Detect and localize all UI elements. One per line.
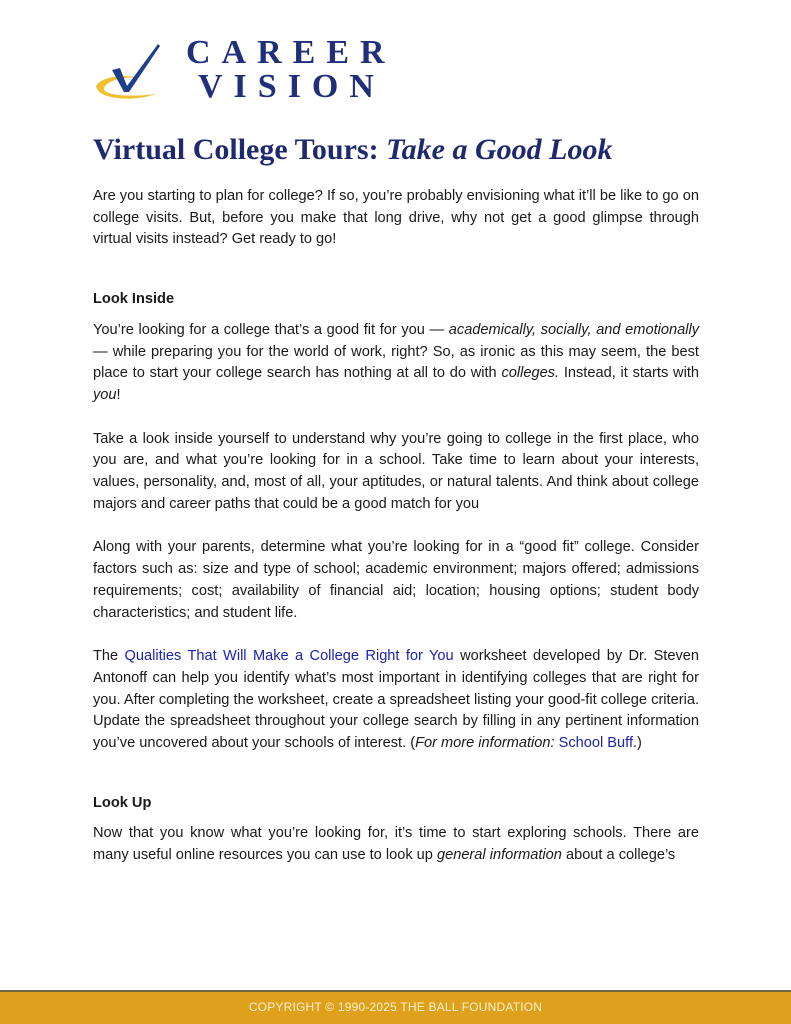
career-vision-logo xyxy=(94,36,394,108)
emphasis: general information xyxy=(436,847,562,864)
text: Instead, it starts with xyxy=(559,365,699,382)
emphasis: you xyxy=(93,386,117,403)
copyright-footer xyxy=(0,990,791,1024)
logo-wordmark xyxy=(186,36,396,104)
look-inside-paragraph-3: Along with your parents, determine what you’re looking for in a “good fit” college. Consider factors such as: size and type of school; academic environment; majors offered; admissions requirements; cost; availability of financial aid; location; housing options; student body characteristics; and student life. xyxy=(93,539,699,621)
school-buff-link[interactable]: School Buff xyxy=(558,735,633,752)
article-body xyxy=(93,186,699,867)
emphasis: academically, socially, and emotionally xyxy=(448,321,699,338)
intro-paragraph: Are you starting to plan for college? If so, you’re probably envisioning what it’ll be like to go on college visits. But, before you make that long drive, why not get a good glimpse through virtual visits instead? Get ready to go! xyxy=(93,188,699,248)
text: about a college’s xyxy=(561,847,676,864)
logo-line-2: VISION xyxy=(198,68,385,105)
look-up-paragraph-1 xyxy=(93,823,699,866)
title-italic: Take a Good Look xyxy=(386,133,613,166)
page-title xyxy=(93,133,612,167)
text: Now that you know what you’re looking for, it’s time to start exploring schools. There are many useful online resources you can use to look up xyxy=(93,825,699,864)
look-inside-paragraph-2: Take a look inside yourself to understand why you’re going to college in the first place, who you are, and what you’re looking for in a school. Take time to learn about your interests, values, personality, and, most of all, your aptitudes, or natural talents. And think about college majors and career paths that could be a good match for you xyxy=(93,430,699,512)
look-inside-paragraph-1 xyxy=(93,320,699,407)
checkmark-swoosh-icon xyxy=(94,40,164,102)
text: The xyxy=(93,648,125,665)
look-inside-paragraph-4 xyxy=(93,646,699,755)
emphasis: For more information: xyxy=(415,735,555,752)
copyright-text: COPYRIGHT © 1990-2025 THE BALL FOUNDATION xyxy=(248,1000,543,1014)
qualities-worksheet-link[interactable]: Qualities That Will Make a College Right for You xyxy=(124,648,454,665)
text: — while preparing you for the world of work, right? So, as ironic as this may seem, the best place to start your college search has nothing at all to do with xyxy=(93,343,699,382)
logo-line-1: CAREER xyxy=(186,34,396,71)
section-heading-look-up: Look Up xyxy=(93,794,152,811)
section-heading-look-inside: Look Inside xyxy=(93,291,175,308)
text: You’re looking for a college that’s a good fit for you — xyxy=(93,321,449,338)
title-main: Virtual College Tours: xyxy=(93,133,379,166)
text: ! xyxy=(116,386,121,403)
text: .) xyxy=(633,735,642,752)
text: worksheet developed by Dr. Steven Antonoff can help you identify what’s most important in identifying colleges that are right for you. After completing the worksheet, create a spreadsheet listing your good-fit college criteria. Update the spreadsheet throughout your college search by filling in any pertinent information you’ve uncovered about your schools of interest. ( xyxy=(93,648,699,752)
emphasis: colleges. xyxy=(501,365,560,382)
